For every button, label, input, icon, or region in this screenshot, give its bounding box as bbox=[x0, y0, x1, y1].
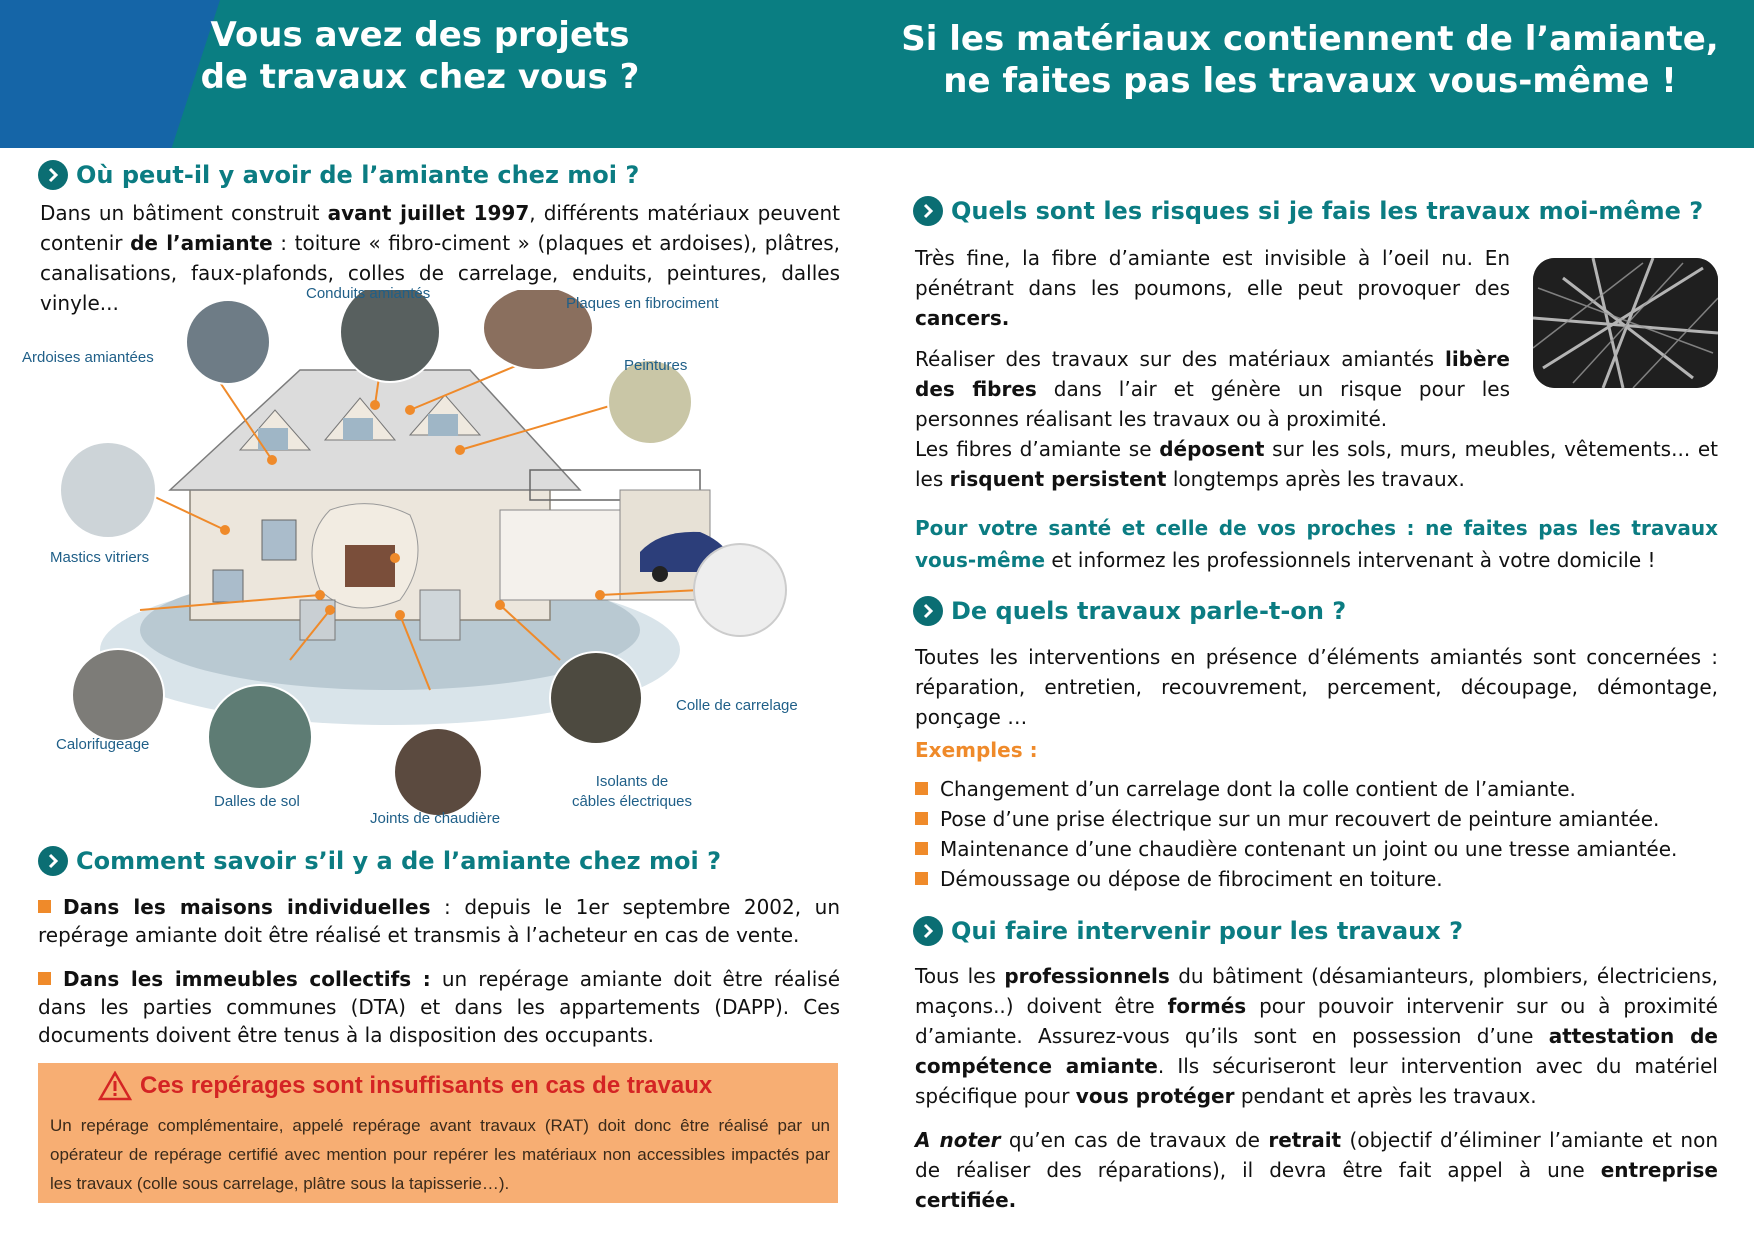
section-heading-how: Comment savoir s’il y a de l’amiante chez moi ? bbox=[38, 846, 721, 876]
section-heading-who: Qui faire intervenir pour les travaux ? bbox=[913, 916, 1463, 946]
fiber-image bbox=[1533, 258, 1718, 388]
photo-dalles bbox=[208, 685, 312, 789]
left-header-title: Vous avez des projets de travaux chez vous ? bbox=[200, 15, 640, 97]
examples-list bbox=[915, 774, 1677, 894]
warning-title: Ces repérages sont insuffisants en cas de travaux bbox=[98, 1071, 712, 1101]
house-diagram bbox=[0, 285, 860, 830]
works-paragraph: Toutes les interventions en présence d’éléments amiantés sont concernées : réparation, entretien, recouvrement, percement, découpage, démontage, ponçage … bbox=[915, 645, 1718, 729]
warning-text: Un repérage complémentaire, appelé repérage avant travaux (RAT) doit donc être réalisé par un opérateur de repérage certifié avec mention pour repérer les matériaux non accessibles impactés par les travaux (colle sous carrelage, plâtre sous la tapisserie…). bbox=[50, 1116, 830, 1193]
how-paragraph-houses: Dans les maisons individuelles : depuis le 1er septembre 2002, un repérage amiante doit être réalisé et transmis à l’acheteur en cas de vente. bbox=[38, 895, 841, 947]
label-joints: Joints de chaudière bbox=[370, 810, 501, 827]
asbestos-fiber-micrograph bbox=[1533, 258, 1718, 388]
photo-colle bbox=[694, 544, 786, 636]
label-colle: Colle de carrelage bbox=[676, 697, 798, 714]
section-heading-risks: Quels sont les risques si je fais les travaux moi-même ? bbox=[913, 196, 1703, 226]
label-ardoises: Ardoises amiantées bbox=[22, 349, 154, 366]
chevron-right-icon bbox=[38, 160, 68, 190]
label-calorifugeage: Calorifugeage bbox=[56, 736, 150, 753]
label-mastics: Mastics vitriers bbox=[50, 549, 150, 566]
who-paragraph-professionals: Tous les professionnels du bâtiment (désamianteurs, plombiers, électriciens, maçons..) doivent être formés pour pouvoir intervenir sur ou à proximité d’amiante. Assurez-vous qu’ils sont en possession d’une attestation de compétence amiante. Ils sécuriseront leur intervention avec du matériel spécifique pour vous protéger pendant et après les travaux. bbox=[915, 964, 1718, 1108]
example-item: Maintenance d’une chaudière contenant un joint ou une tresse amiantée. bbox=[915, 834, 1677, 864]
chevron-right-icon bbox=[913, 916, 943, 946]
bullet-square-icon bbox=[915, 842, 928, 855]
label-peintures: Peintures bbox=[624, 357, 688, 374]
house-window-1 bbox=[213, 570, 243, 602]
bullet-square-icon bbox=[915, 812, 928, 825]
fireplace bbox=[345, 545, 395, 587]
bullet-square-icon bbox=[915, 782, 928, 795]
label-isolants: Isolants de câbles électriques bbox=[571, 773, 693, 810]
example-item: Changement d’un carrelage dont la colle contient de l’amiante. bbox=[915, 774, 1677, 804]
where-paragraph: Dans un bâtiment construit avant juillet 1997, différents matériaux peuvent contenir de l’amiante : toiture « fibro-ciment » (plaques et ardoises), plâtres, canalisations, faux-plafonds, colles de carrelage, enduits, peintures, dalles vinyle... bbox=[40, 201, 840, 315]
examples-label: Exemples : bbox=[915, 738, 1038, 762]
bullet-square-icon bbox=[38, 900, 51, 913]
header-banner bbox=[0, 0, 1754, 148]
label-dalles: Dalles de sol bbox=[214, 793, 300, 810]
example-item: Démoussage ou dépose de fibrociment en toiture. bbox=[915, 864, 1677, 894]
kitchen-cutaway bbox=[500, 510, 620, 600]
risks-paragraph-deposit: Les fibres d’amiante se déposent sur les sols, murs, meubles, vêtements... et les risquent persistent longtemps après les travaux. bbox=[915, 437, 1719, 491]
photo-ardoises bbox=[186, 300, 270, 384]
dormer-window-3 bbox=[428, 414, 458, 436]
example-item: Pose d’une prise électrique sur un mur recouvert de peinture amiantée. bbox=[915, 804, 1677, 834]
bullet-square-icon bbox=[915, 872, 928, 885]
risks-paragraph-advice: Pour votre santé et celle de vos proches : ne faites pas les travaux vous-même et informez les professionnels intervenant à votre domicile ! bbox=[915, 516, 1718, 572]
house-window-2 bbox=[262, 520, 296, 560]
risks-paragraph-fiber: Très fine, la fibre d’amiante est invisible à l’oeil nu. En pénétrant dans les poumons, elle peut provoquer des cancers. bbox=[915, 246, 1510, 330]
photo-joints bbox=[394, 728, 482, 816]
photo-calorifugeage bbox=[72, 649, 164, 741]
dormer-window-2 bbox=[343, 418, 373, 440]
photo-isolants bbox=[550, 652, 642, 744]
how-paragraph-buildings: Dans les immeubles collectifs : un repérage amiante doit être réalisé dans les parties communes (DTA) et dans les appartements (DAPP). Ces documents doivent être tenus à la disposition des occupants. bbox=[38, 967, 840, 1047]
warning-triangle-icon bbox=[98, 1071, 132, 1101]
boiler bbox=[420, 590, 460, 640]
chevron-right-icon bbox=[913, 596, 943, 626]
section-heading-which-works: De quels travaux parle-t-on ? bbox=[913, 596, 1346, 626]
warning-box bbox=[38, 1063, 838, 1203]
chevron-right-icon bbox=[913, 196, 943, 226]
label-conduits: Conduits amiantés bbox=[306, 285, 431, 302]
section-heading-where: Où peut-il y avoir de l’amiante chez moi ? bbox=[38, 160, 639, 190]
car-wheel-front bbox=[652, 566, 668, 582]
who-paragraph-note: A noter qu’en cas de travaux de retrait (objectif d’éliminer l’amiante et non de réaliser des réparations), il devra être fait appel à une entreprise certifiée. bbox=[915, 1128, 1718, 1212]
photo-mastics bbox=[60, 442, 156, 538]
label-plaques: Plaques en fibrociment bbox=[566, 295, 719, 312]
chevron-right-icon bbox=[38, 846, 68, 876]
risks-paragraph-release: Réaliser des travaux sur des matériaux amiantés libère des fibres dans l’air et génère un risque pour les personnes réalisant les travaux ou à proximité. bbox=[915, 347, 1510, 431]
right-header-title: Si les matériaux contiennent de l’amiante, ne faites pas les travaux vous-même ! bbox=[901, 19, 1719, 101]
bullet-square-icon bbox=[38, 972, 51, 985]
